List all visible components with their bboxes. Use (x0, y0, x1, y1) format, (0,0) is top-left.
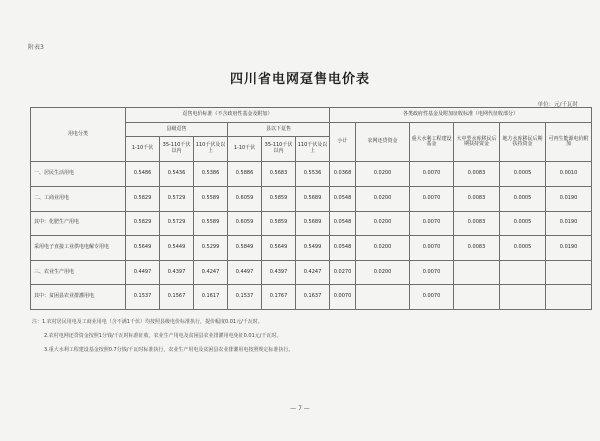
table-cell: 0.5859 (262, 186, 296, 211)
table-cell: 0.5386 (194, 162, 228, 187)
footnote: 注：1.农村居民用电及工商业用电（含不满1千伏）均按照县级电价标准执行，提价幅度0.01元/千瓦时。 (32, 319, 263, 325)
table-row (31, 162, 592, 187)
table-cell: 0.4497 (228, 260, 262, 285)
table-cell: 0.0070 (410, 236, 454, 261)
table-cell: 0.1537 (228, 285, 262, 310)
table-cell: 0.0083 (454, 236, 500, 261)
table-cell (546, 260, 592, 285)
table-cell: 0.4397 (160, 260, 194, 285)
attachment-label: 附表3 (28, 44, 44, 51)
table-cell: 0.4247 (194, 260, 228, 285)
table-cell: 0.5649 (262, 236, 296, 261)
table-cell: 0.0005 (500, 186, 546, 211)
below-county-price-header: 县以下趸售 (228, 123, 330, 136)
county-price-header: 县级趸售 (126, 123, 228, 136)
table-row (31, 211, 592, 236)
table-cell: 0.0005 (500, 236, 546, 261)
table-cell: 0.0270 (330, 260, 356, 285)
table-cell: 0.0070 (330, 285, 356, 310)
table-cell: 0.0005 (500, 211, 546, 236)
table-cell: 0.0070 (410, 285, 454, 310)
voltage-header: 110千伏及以上 (194, 136, 228, 162)
table-cell: 0.5849 (228, 236, 262, 261)
unit-label: 单位：元/千瓦时 (537, 102, 578, 108)
table-row (31, 285, 592, 310)
table-row (31, 186, 592, 211)
table-cell: 0.0548 (330, 211, 356, 236)
table-cell: 0.6059 (228, 186, 262, 211)
table-cell: 0.0200 (356, 186, 410, 211)
table-cell: 0.5729 (160, 211, 194, 236)
table-cell: 0.1767 (262, 285, 296, 310)
tariff-table (30, 107, 592, 310)
table-cell (500, 285, 546, 310)
voltage-header: 1-10千伏 (228, 136, 262, 162)
table-cell: 0.1637 (296, 285, 330, 310)
user-category-header: 用电分类 (31, 108, 126, 162)
table-cell: 0.0010 (546, 162, 592, 187)
table-cell: 0.4247 (296, 260, 330, 285)
row-category: 其中：化肥生产用电 (31, 211, 126, 236)
table-cell: 0.5589 (194, 186, 228, 211)
table-cell (454, 260, 500, 285)
table-cell: 0.5689 (296, 186, 330, 211)
surcharge-col-local-reservoir: 地方水库移民后期扶持资金 (500, 123, 546, 162)
footnotes (32, 318, 572, 360)
table-cell: 0.5729 (160, 186, 194, 211)
table-cell: 0.0200 (356, 260, 410, 285)
table-cell: 0.5829 (126, 186, 160, 211)
table-cell: 0.5436 (160, 162, 194, 187)
table-cell: 0.6059 (228, 211, 262, 236)
voltage-header: 35-110千伏以内 (262, 136, 296, 162)
table-cell (356, 285, 410, 310)
table-cell: 0.0083 (454, 162, 500, 187)
table-cell: 0.5449 (160, 236, 194, 261)
voltage-header: 35-110千伏以内 (160, 136, 194, 162)
footnote: 2.农村电网还贷资金按照1分钱/千瓦时标准征收，农业生产用电及贫困县农业排灌用电免征0.01元/千瓦时。 (44, 333, 282, 339)
table-cell: 0.5689 (296, 211, 330, 236)
table-cell: 0.0083 (454, 211, 500, 236)
table-cell: 0.0200 (356, 236, 410, 261)
table-cell: 0.4397 (262, 260, 296, 285)
table-cell: 0.1617 (194, 285, 228, 310)
tariff-table-body (31, 162, 592, 310)
surcharge-col-rural-grid: 农网还贷资金 (356, 123, 410, 162)
table-cell: 0.5589 (194, 211, 228, 236)
table-cell: 0.0190 (546, 186, 592, 211)
table-cell: 0.5299 (194, 236, 228, 261)
table-cell: 0.0083 (454, 186, 500, 211)
table-cell (546, 285, 592, 310)
page-title: 四川省电网趸售电价表 (229, 72, 370, 87)
table-cell: 0.5536 (296, 162, 330, 187)
table-cell: 0.0070 (410, 260, 454, 285)
table-cell: 0.0190 (546, 211, 592, 236)
table-cell: 0.5649 (126, 236, 160, 261)
table-cell (500, 260, 546, 285)
table-cell: 0.5499 (296, 236, 330, 261)
table-cell: 0.5859 (262, 211, 296, 236)
surcharge-col-water-project: 重大水利工程建设基金 (410, 123, 454, 162)
table-cell: 0.5829 (126, 211, 160, 236)
table-cell: 0.0548 (330, 236, 356, 261)
table-row (31, 260, 592, 285)
table-cell: 0.0548 (330, 186, 356, 211)
table-cell: 0.4497 (126, 260, 160, 285)
price-header: 趸售电价标准（不含政府性基金及附加） (126, 108, 330, 123)
surcharge-col-renewable: 可再生能源电价附加 (546, 123, 592, 162)
table-cell: 0.1537 (126, 285, 160, 310)
row-category: 三、农业生产用电 (31, 260, 126, 285)
table-cell: 0.0070 (410, 186, 454, 211)
row-category: 其中：贫困县农业排灌用电 (31, 285, 126, 310)
table-cell: 0.0200 (356, 162, 410, 187)
voltage-header: 1-10千伏 (126, 136, 160, 162)
table-cell: 0.5886 (228, 162, 262, 187)
table-cell: 0.1567 (160, 285, 194, 310)
table-cell: 0.5486 (126, 162, 160, 187)
voltage-header: 110千伏及以上 (296, 136, 330, 162)
table-cell: 0.0070 (410, 162, 454, 187)
table-cell: 0.0368 (330, 162, 356, 187)
surcharge-header: 各类政府性基金及附加征收标准（电网代征收部分） (330, 108, 592, 123)
table-cell: 0.5683 (262, 162, 296, 187)
table-cell: 0.0200 (356, 211, 410, 236)
table-cell: 0.0005 (500, 162, 546, 187)
surcharge-col-large-reservoir: 大中型水库移民后期扶持资金 (454, 123, 500, 162)
surcharge-col-subtotal: 小计 (330, 123, 356, 162)
footnote: 3.重大水利工程建设基金按照0.7分钱/千瓦时标准执行，农业生产用电及贫困县农业排灌用电按照规定标准执行。 (44, 347, 294, 353)
table-row (31, 236, 592, 261)
page-number: — 7 — (290, 405, 310, 412)
row-category: 采用电子直接工业供电电解专用电 (31, 236, 126, 261)
row-category: 一、居民生活用电 (31, 162, 126, 187)
table-cell: 0.0070 (410, 211, 454, 236)
table-cell (454, 285, 500, 310)
table-cell: 0.0190 (546, 236, 592, 261)
row-category: 二、工商业用电 (31, 186, 126, 211)
